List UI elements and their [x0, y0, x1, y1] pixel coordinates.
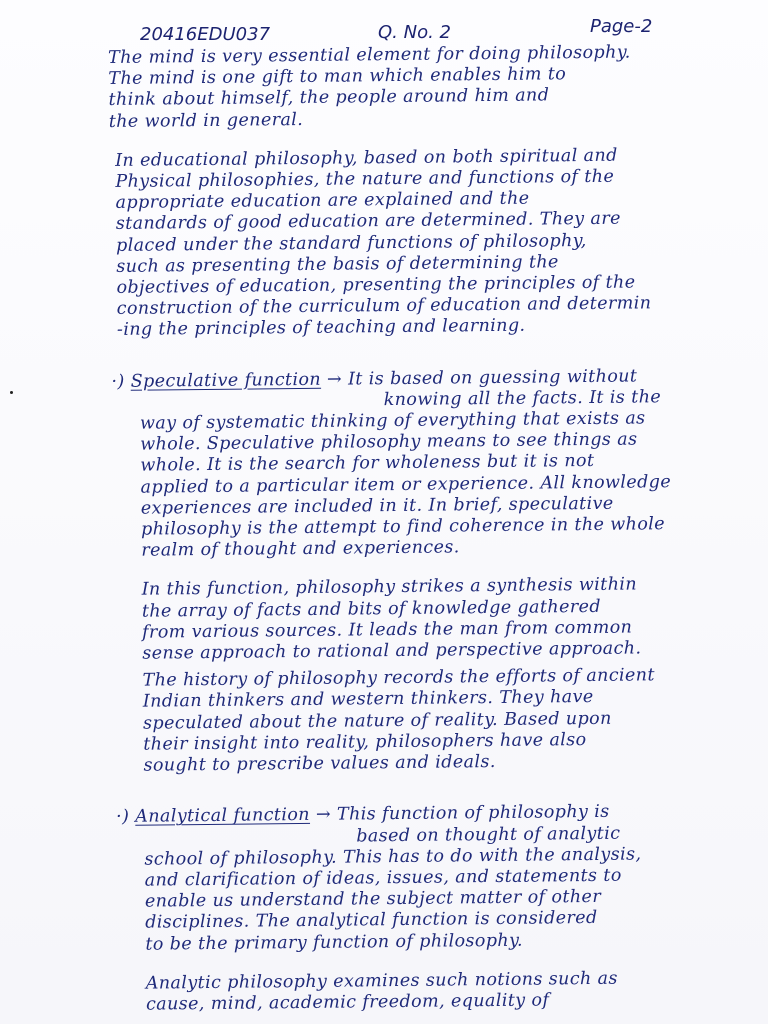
- text-line: the array of facts and bits of knowledge gathered: [141, 596, 602, 622]
- text-line: In this function, philosophy strikes a synthesis within: [141, 574, 638, 601]
- text-line: standards of good education are determined. They are: [115, 209, 621, 235]
- bullet: ·): [111, 371, 125, 392]
- text-line: In educational philosophy, based on both spiritual and: [115, 145, 618, 171]
- text-line: objectives of education, presenting the principles of the: [116, 272, 636, 298]
- text-line: whole. It is the search for wholeness but it is not: [140, 451, 595, 477]
- text-line: appropriate education are explained and the: [115, 188, 530, 214]
- arrow-icon: →: [315, 805, 332, 826]
- text-line: philosophy is the attempt to find coherence in the whole: [140, 514, 666, 540]
- text-line: school of philosophy. This has to do with the analysis,: [144, 844, 642, 870]
- text-line: sense approach to rational and perspective approach.: [142, 638, 642, 664]
- educational-philosophy-paragraph: [109, 144, 761, 342]
- text-line: placed under the standard functions of philosophy,: [115, 230, 587, 256]
- analytical-function-section: [116, 800, 768, 1016]
- text-line: applied to a particular item or experience. All knowledge: [140, 471, 672, 498]
- text-line: way of systematic thinking of everything that exists as: [139, 408, 646, 434]
- handwritten-answer: [108, 41, 768, 1016]
- text-line: The history of philosophy records the efforts of ancient: [142, 665, 655, 691]
- synthesis-paragraph: [114, 574, 765, 666]
- text-line: to be the primary function of philosophy.: [145, 930, 524, 955]
- text-line: from various sources. It leads the man from common: [142, 617, 633, 643]
- text-line: knowing all the facts. It is the: [383, 387, 662, 410]
- roll-number: 20416EDU037: [140, 24, 271, 45]
- bullet: ·): [115, 807, 130, 828]
- text-line: think about himself, the people around him and: [108, 85, 550, 111]
- text-line: It is based on guessing without: [347, 366, 638, 390]
- text-line: Analytic philosophy examines such notions such as: [145, 968, 618, 994]
- text-line: sought to prescribe values and ideals.: [143, 752, 496, 776]
- text-line: This function of philosophy is: [336, 802, 610, 825]
- analytic-examines-paragraph: [118, 967, 768, 1016]
- text-line: -ing the principles of teaching and learning.: [116, 316, 526, 341]
- speculative-function-section: [111, 365, 765, 777]
- text-line: whole. Speculative philosophy means to see things as: [140, 429, 638, 455]
- text-line: their insight into reality, philosophers have also: [143, 729, 587, 755]
- text-line: cause, mind, academic freedom, equality of: [145, 990, 550, 1015]
- history-paragraph: [115, 664, 766, 777]
- text-line: speculated about the nature of reality. Based upon: [142, 708, 612, 734]
- text-line: The mind is very essential element for doing philosophy.: [108, 42, 631, 68]
- text-line: realm of thought and experiences.: [141, 537, 460, 561]
- text-line: Indian thinkers and western thinkers. They have: [142, 687, 594, 713]
- text-line: enable us understand the subject matter of other: [144, 886, 602, 912]
- section-term: Analytical function: [135, 805, 311, 828]
- text-line: and clarification of ideas, issues, and statements to: [144, 865, 622, 891]
- text-line: such as presenting the basis of determining the: [116, 252, 559, 277]
- text-line: Physical philosophies, the nature and functions of the: [115, 166, 615, 192]
- question-number: Q. No. 2: [378, 22, 451, 43]
- text-line: the world in general.: [108, 109, 304, 132]
- arrow-icon: →: [326, 369, 343, 390]
- ink-dot: [10, 391, 13, 394]
- intro-paragraph: [108, 41, 759, 133]
- section-term: Speculative function: [130, 369, 322, 392]
- text-line: The mind is one gift to man which enables him to: [108, 64, 567, 90]
- page-number: Page-2: [590, 16, 653, 37]
- text-line: experiences are included in it. In brief, speculative: [140, 493, 614, 519]
- text-line: based on thought of analytic: [356, 823, 621, 846]
- text-line: disciplines. The analytical function is considered: [145, 908, 598, 933]
- text-line: construction of the curriculum of education and determin: [116, 293, 652, 320]
